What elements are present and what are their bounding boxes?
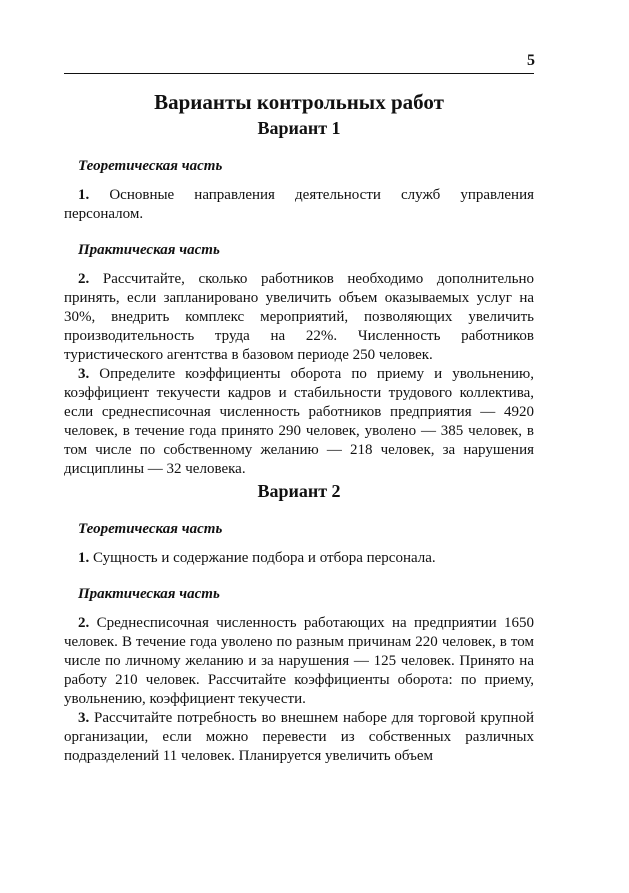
practice-label: Практическая часть bbox=[78, 242, 220, 258]
task-text: Рассчитайте потребность во внешнем наборе для торговой крупной организации, если можно перевести из собственных различных подразделений 11 человек. Планируется увеличить объем bbox=[64, 710, 534, 764]
task-number: 3. bbox=[78, 710, 90, 726]
page-content bbox=[64, 88, 534, 766]
variant-heading: Вариант 1 bbox=[257, 118, 341, 138]
task-number: 2. bbox=[78, 271, 90, 287]
theory-label: Теоретическая часть bbox=[78, 521, 223, 537]
task-text: Рассчитайте, сколько работников необходимо дополнительно принять, если запланировано увеличить объем оказываемых услуг на 30%, внедрить комплекс мероприятий, позволяющих увеличить производительность труда на 22%. Численность работников туристического агентства в базовом периоде 250 человек. bbox=[64, 271, 534, 363]
task-text: Сущность и содержание подбора и отбора персонала. bbox=[93, 550, 436, 566]
task-number: 1. bbox=[78, 187, 90, 203]
task-item bbox=[64, 549, 534, 568]
variant-2 bbox=[64, 479, 534, 766]
header-rule bbox=[64, 73, 534, 74]
variant-heading: Вариант 2 bbox=[257, 481, 341, 501]
task-item bbox=[64, 365, 534, 479]
task-item bbox=[64, 709, 534, 766]
page-number: 5 bbox=[527, 52, 535, 69]
practice-label: Практическая часть bbox=[78, 586, 220, 602]
page-title: Варианты контрольных работ bbox=[154, 90, 444, 114]
variant-1 bbox=[64, 116, 534, 479]
task-number: 2. bbox=[78, 615, 90, 631]
task-number: 3. bbox=[78, 366, 90, 382]
task-item bbox=[64, 186, 534, 224]
task-text: Определите коэффициенты оборота по приему и увольнению, коэффициент текучести кадров и стабильности трудового коллектива, если среднесписочная численность работников предприятия — 4920 человек, в течение года принято 290 человек, уволено — 385 человек, в том числе по собственному желанию — 218 человек, за нарушения дисциплины — 32 человека. bbox=[64, 366, 534, 477]
theory-label: Теоретическая часть bbox=[78, 158, 223, 174]
task-item bbox=[64, 270, 534, 365]
task-item bbox=[64, 614, 534, 709]
task-number: 1. bbox=[78, 550, 90, 566]
task-text: Основные направления деятельности служб управления персоналом. bbox=[64, 187, 535, 222]
task-text: Среднесписочная численность работающих на предприятии 1650 человек. В течение года уволено по разным причинам 220 человек, в том числе по личному желанию и за нарушения — 125 человек. Принято на работу 210 человек. Рассчитайте коэффициенты оборота: по приему, увольнению, коэффициент текучести. bbox=[64, 615, 535, 707]
